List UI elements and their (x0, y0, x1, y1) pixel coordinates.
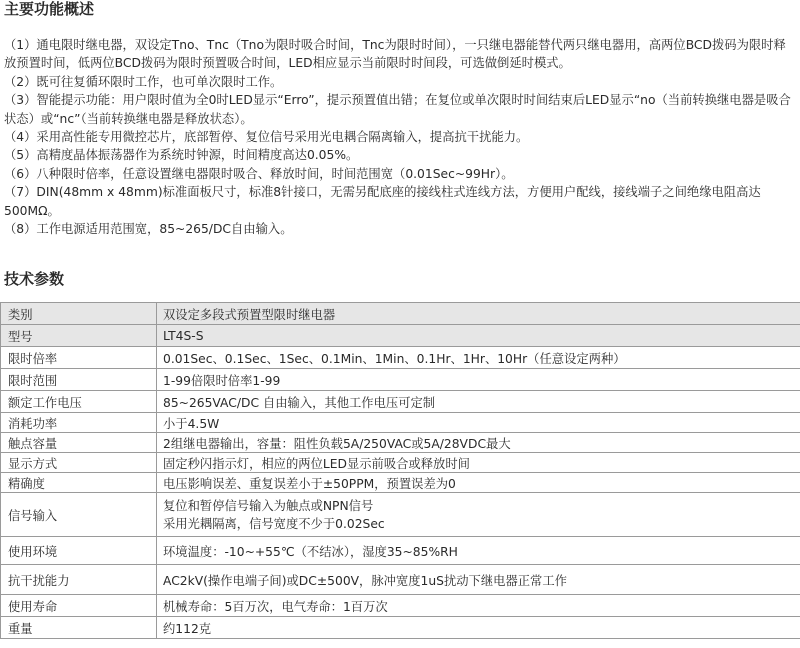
spec-value: 1-99倍限时倍率1-99 (157, 369, 800, 391)
table-row (1, 433, 800, 453)
spec-value-line: 采用光耦隔离，信号宽度不少于0.02Sec (163, 516, 385, 531)
feature-item-1: （1）通电限时继电器，双设定Tno、Tnc（Tno为限时吸合时间，Tnc为限时时间），一只继电器能替代两只继电器用，高两位BCD拨码为限时释放预置时间，低两位BCD拨码为限时预置吸合时间，LED相应显示当前限时时间段，可选做倒延时模式。 (4, 38, 786, 71)
table-row (1, 391, 800, 413)
spec-label: 类别 (1, 303, 157, 325)
table-row (1, 369, 800, 391)
spec-value: 小于4.5W (157, 413, 800, 433)
spec-label: 抗干扰能力 (1, 565, 157, 595)
spec-value: 85~265VAC/DC 自由输入，其他工作电压可定制 (157, 391, 800, 413)
spec-value: AC2kV(操作电端子间)或DC±500V，脉冲宽度1uS扰动下继电器正常工作 (157, 565, 800, 595)
spec-value: 固定秒闪指示灯，相应的两位LED显示前吸合或释放时间 (157, 453, 800, 473)
feature-item-2: （2）既可往复循环限时工作，也可单次限时工作。 (4, 74, 283, 89)
spec-label: 额定工作电压 (1, 391, 157, 413)
feature-item-8: （8）工作电源适用范围宽，85~265/DC自由输入。 (4, 222, 293, 237)
spec-label: 型号 (1, 325, 157, 347)
table-row (1, 537, 800, 565)
spec-value: 0.01Sec、0.1Sec、1Sec、0.1Min、1Min、0.1Hr、1Hr、10Hr（任意设定两种） (157, 347, 800, 369)
table-row (1, 453, 800, 473)
feature-item-6: （6）八种限时倍率，任意设置继电器限时吸合、释放时间，时间范围宽（0.01Sec~99Hr）。 (4, 166, 514, 181)
table-row (1, 617, 800, 639)
spec-label: 使用环境 (1, 537, 157, 565)
spec-label: 使用寿命 (1, 595, 157, 617)
spec-label: 信号输入 (1, 493, 157, 537)
spec-label: 显示方式 (1, 453, 157, 473)
table-row (1, 595, 800, 617)
feature-item-7: （7）DIN(48mm x 48mm)标准面板尺寸，标准8针接口，无需另配底座的接线柱式连线方法，方便用户配线，接线端子之间绝缘电阻高达500MΩ。 (4, 185, 761, 218)
specs-table (0, 302, 800, 639)
spec-label: 触点容量 (1, 433, 157, 453)
spec-value: 约112克 (157, 617, 800, 639)
features-list (4, 36, 798, 238)
table-row (1, 493, 800, 537)
spec-value: 电压影响误差、重复误差小于±50PPM，预置误差为0 (157, 473, 800, 493)
spec-value: 双设定多段式预置型限时继电器 (157, 303, 800, 325)
table-row (1, 325, 800, 347)
features-title: 主要功能概述 (4, 0, 95, 18)
feature-item-4: （4）采用高性能专用微控芯片，底部暂停、复位信号采用光电耦合隔离输入，提高抗干扰能力。 (4, 130, 529, 145)
table-row (1, 473, 800, 493)
spec-label: 精确度 (1, 473, 157, 493)
spec-value (157, 493, 800, 537)
spec-label: 限时倍率 (1, 347, 157, 369)
table-row (1, 413, 800, 433)
specs-title: 技术参数 (4, 270, 65, 288)
spec-label: 重量 (1, 617, 157, 639)
spec-label: 限时范围 (1, 369, 157, 391)
spec-value: 机械寿命：5百万次，电气寿命：1百万次 (157, 595, 800, 617)
table-row (1, 347, 800, 369)
table-row (1, 303, 800, 325)
spec-value: LT4S-S (157, 325, 800, 347)
table-row (1, 565, 800, 595)
spec-value: 2组继电器输出，容量：阻性负载5A/250VAC或5A/28VDC最大 (157, 433, 800, 453)
spec-label: 消耗功率 (1, 413, 157, 433)
spec-value-line: 复位和暂停信号输入为触点或NPN信号 (163, 498, 374, 513)
feature-item-5: （5）高精度晶体振荡器作为系统时钟源，时间精度高达0.05%。 (4, 148, 359, 163)
spec-value: 环境温度：-10~+55℃（不结冰），湿度35~85%RH (157, 537, 800, 565)
feature-item-3: （3）智能提示功能：用户限时值为全0时LED显示“Erro”，提示预置值出错；在复位或单次限时时间结束后LED显示“no（当前转换继电器是吸合状态）或“nc”（当前转换继电器是释放状态）。 (4, 93, 791, 126)
